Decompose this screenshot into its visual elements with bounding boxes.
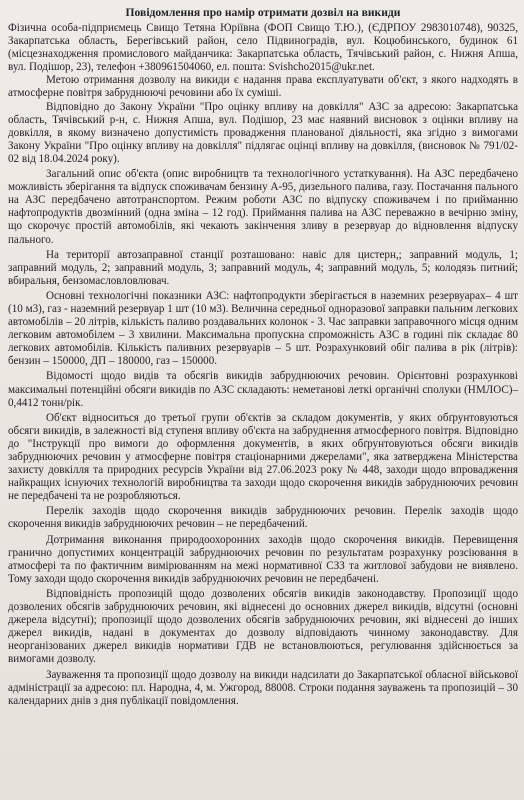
paragraph-purpose: Метою отримання дозволу на викиди є надання права експлуатувати об'єкт, з якого надходять в атмосферне повітря забруднюючі речовини або їх суміші. xyxy=(8,74,518,100)
paragraph-emission-volumes: Відомості щодо видів та обсягів викидів забруднюючих речовин. Орієнтовні розрахункові максимальні потенційні обсяги викидів по АЗС складають: неметанові леткі органічні сполуки (НМЛОС)– 0,4412 тонн/рік. xyxy=(8,370,518,409)
paragraph-reduction-measures: Перелік заходів щодо скорочення викидів забруднюючих речовин. Перелік заходів щодо скорочення викидів забруднюючих речовин – не передбачений. xyxy=(8,505,518,531)
paragraph-comments-address: Зауваження та пропозиції щодо дозволу на викиди надсилати до Закарпатської обласної військової адміністрації за адресою: пл. Народна, 4, м. Ужгород, 88008. Строки подання зауважень та пропозицій – 30 календарних днів з дня публікації повідомлення. xyxy=(8,668,518,707)
paragraph-compliance: Дотримання виконання природоохоронних заходів щодо скорочення викидів. Перевищення гранично допустимих концентрацій забруднюючих речовин по результатам розрахунку розсіювання в атмосфері та по фактичним вимірюванням на межі нормативної СЗЗ та житлової забудови не виявлено. Тому заходи щодо скорочення викидів забруднюючих речовин не передбачені. xyxy=(8,533,518,585)
paragraph-site-facilities: На території автозаправної станції розташовано: навіс для цистерн,; заправний модуль, 1; заправний модуль, 2; заправний модуль, 3; заправний модуль, 4; заправний модуль, 5; колодязь питний; вбиральня, бензомасловловлювач. xyxy=(8,248,518,287)
document-body xyxy=(8,6,518,708)
paragraph-object-group: Об'єкт відноситься до третьої групи об'єктів за складом документів, у яких обґрунтовуються обсяги викидів, в залежності від ступеня впливу об'єкта на забруднення атмосферного повітря. Відповідно до "Інструкції про вимоги до оформлення документів, в яких обґрунтовуються обсяги викидів забруднюючих речовин у атмосферне повітря стаціонарними джерелами", яка затверджена Міністерства захисту довкілля та природних ресурсів України від 27.06.2023 року № 448, заходи щодо впровадження найкращих існуючих технологій виробництва та заходи щодо скорочення викидів забруднюючих речовин не передбачені та не розробляються. xyxy=(8,411,518,503)
paragraph-object-description: Загальний опис об'єкта (опис виробництв та технологічного устаткування). На АЗС передбачено можливість зберігання та відпуск споживачам бензину А-95, дизельного палива, газу. Постачання пального на АЗС передбачено автотранспортом. Режим роботи АЗС по відпуску споживачем і по прийманню нафтопродуктів двозмінний (одна зміна – 12 год). Приймання палива на АЗС переважно в вечірню зміну, що скорочує простій автомобілів, які чекають закінчення зливу в резервуар до відновлення відпуску пального. xyxy=(8,168,518,246)
paragraph-legislation-conformity: Відповідність пропозицій щодо дозволених обсягів викидів законодавству. Пропозиції щодо дозволених обсягів забруднюючих речовин, які віднесені до основних джерел викидів, відсутні (основні джерела відсутні); пропозиції щодо дозволених обсягів забруднюючих речовин, які віднесені до інших джерел викидів, надані в документах до дозволу відповідають чинному законодавству. Для неорганізованих джерел викидів нормативи ГДВ не встановлюються, регулювання здійснюється за вимогами дозволу. xyxy=(8,587,518,666)
paragraph-technical-indicators: Основні технологічні показники АЗС: нафтопродукти зберігається в наземних резервуарах– 4 шт (10 м3), газ - наземний резервуар 1 шт (10 м3). Величина середньої одноразової заправки пальним легкових автомобілів – 20 літрів, кількість паливо роздавальних колонок - 3. Час заправки заправочного місця одним легковим автомобілем – 3 хвилини. Максимальна пропускна спроможність АЗС в годині пік складає 80 легкових автомобілів. Кількість паливних резервуарів – 5 шт. Розрахунковий обіг палива в рік (літрів): бензин – 150000, ДП – 180000, газ – 150000. xyxy=(8,289,518,368)
paragraph-applicant: Фізична особа-підприємець Свищо Тетяна Юріївна (ФОП Свищо Т.Ю.), (ЄДРПОУ 2983010748), 90325, Закарпатська область, Берегівський район, село Підвиноградів, вул. Коцюбинського, будинок 61 (місцезнаходження промислового майданчика: Закарпатська область, Тячівський район, с. Нижня Апша, вул. Подішор, 23), телефон +380961504060, ел. пошта: Svishcho2015@ukr.net. xyxy=(8,22,518,74)
document-title: Повідомлення про намір отримати дозвіл на викиди xyxy=(125,6,401,19)
paragraph-eia-conclusion: Відповідно до Закону України "Про оцінку впливу на довкілля" АЗС за адресою: Закарпатська область, Тячівський р-н, с. Нижня Апша, вул. Подішор, 23 має наявний висновок з оцінки впливу на довкілля, в якому визначено допустимість провадження планованої діяльності, яка згідно з вимогами Закону України "Про оцінку впливу на довкілля" підлягає оцінці впливу на довкілля, (висновок № 791/02-02 від 18.04.2024 року). xyxy=(8,100,518,165)
